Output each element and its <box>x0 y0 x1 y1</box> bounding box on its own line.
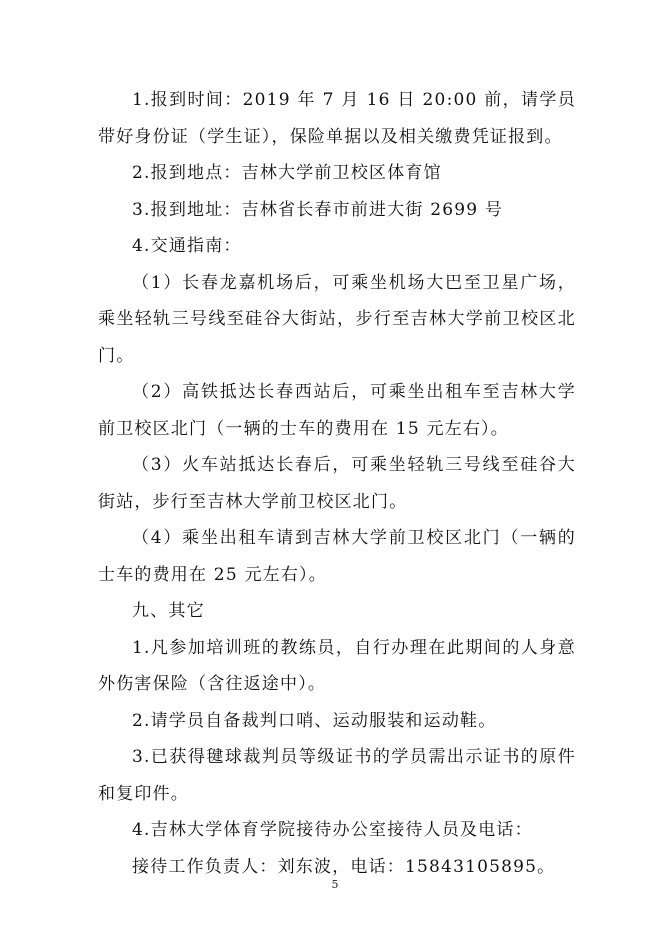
transport-highspeed-rail-paragraph: （2）高铁抵达长春西站后，可乘坐出租车至吉林大学前卫校区北门（一辆的士车的费用在 15 元左右）。 <box>98 382 576 439</box>
transport-train-station-paragraph: （3）火车站抵达长春后，可乘坐轻轨三号线至硅谷大街站，步行至吉林大学前卫校区北门。 <box>98 455 576 512</box>
reception-office-paragraph: 4.吉林大学体育学院接待办公室接待人员及电话： <box>132 820 533 840</box>
registration-place-paragraph: 2.报到地点：吉林大学前卫校区体育馆 <box>132 163 442 183</box>
registration-time-paragraph: 1.报到时间：2019 年 7 月 16 日 20:00 前，请学员带好身份证（学生证），保险单据以及相关缴费凭证报到。 <box>98 90 576 147</box>
equipment-paragraph: 2.请学员自备裁判口哨、运动服装和运动鞋。 <box>132 710 497 731</box>
transport-airport-paragraph: （1）长春龙嘉机场后，可乘坐机场大巴至卫星广场，乘坐轻轨三号线至硅谷大街站，步行至吉林大学前卫校区北门。 <box>98 272 576 366</box>
transport-taxi-paragraph: （4）乘坐出租车请到吉林大学前卫校区北门（一辆的士车的费用在 25 元左右）。 <box>98 528 576 585</box>
section-other-heading: 九、其它 <box>132 601 205 621</box>
insurance-paragraph: 1.凡参加培训班的教练员，自行办理在此期间的人身意外伤害保险（含往返途中）。 <box>98 637 576 694</box>
registration-address-paragraph: 3.报到地址：吉林省长春市前进大街 2699 号 <box>132 199 504 220</box>
transport-guide-heading: 4.交通指南： <box>132 236 242 256</box>
page-number: 5 <box>331 878 339 891</box>
document-body <box>98 82 576 885</box>
reception-contact-paragraph: 接待工作负责人：刘东波，电话：15843105895。 <box>132 856 556 877</box>
certificate-paragraph: 3.已获得毽球裁判员等级证书的学员需出示证书的原件和复印件。 <box>98 747 576 804</box>
